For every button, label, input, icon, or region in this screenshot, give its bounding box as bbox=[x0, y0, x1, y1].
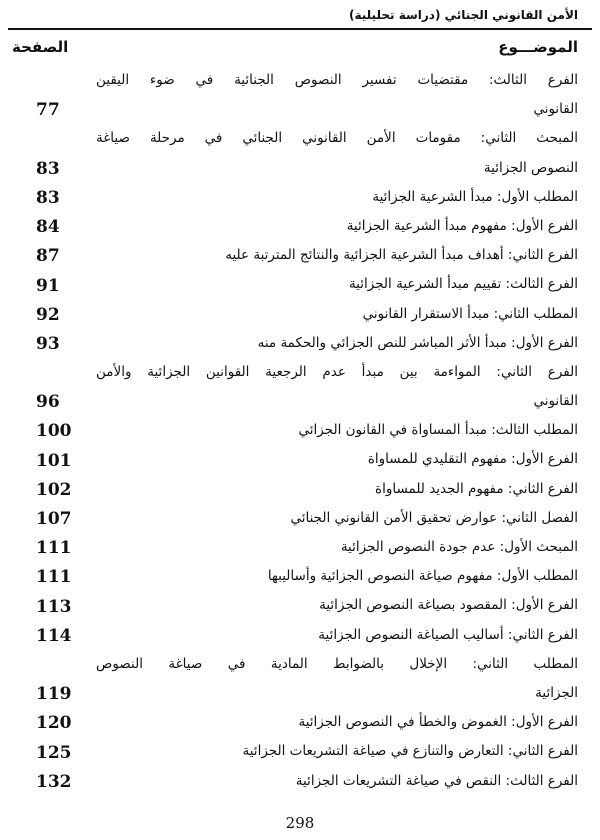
toc-entry bbox=[0, 270, 600, 299]
toc-entry bbox=[0, 475, 600, 504]
toc-entry-title-line: المبحث الثاني: مقومات الأمن القانوني الجنائي في مرحلة صياغة bbox=[96, 130, 578, 147]
toc-entry-title-line: الفرع الثاني: مفهوم الجديد للمساواة bbox=[375, 480, 578, 497]
toc-entry-page: 111 bbox=[36, 538, 72, 559]
toc-entry bbox=[0, 767, 600, 796]
toc-entry-page: 92 bbox=[36, 304, 60, 325]
table-of-contents bbox=[0, 66, 600, 796]
toc-entry-title-line: الفرع الثالث: مقتضيات تفسير النصوص الجنائية في ضوء اليقين bbox=[96, 72, 578, 88]
page-column-header: الصفحة bbox=[12, 38, 69, 56]
toc-entry-page: 120 bbox=[36, 713, 72, 734]
toc-entry bbox=[0, 533, 600, 562]
toc-entry bbox=[0, 241, 600, 270]
toc-entry bbox=[0, 504, 600, 533]
toc-entry-title-line: الفرع الثالث: تقييم مبدأ الشرعية الجزائية bbox=[348, 276, 578, 293]
header-rule bbox=[8, 28, 592, 30]
toc-entry-title-line: المطلب الأول: مفهوم صياغة النصوص الجزائية وأساليبها bbox=[267, 568, 578, 585]
toc-entry-page: 100 bbox=[36, 421, 72, 442]
toc-entry bbox=[0, 737, 600, 766]
toc-entry bbox=[0, 183, 600, 212]
toc-entry bbox=[0, 124, 600, 182]
toc-entry-title-line: الفرع الأول: مفهوم مبدأ الشرعية الجزائية bbox=[346, 217, 578, 234]
toc-entry-page: 132 bbox=[36, 771, 72, 792]
toc-entry-title-line: الجزائية bbox=[535, 684, 578, 701]
toc-entry-title-line: القانوني bbox=[533, 101, 578, 118]
toc-entry bbox=[0, 416, 600, 445]
toc-entry-page: 96 bbox=[36, 392, 60, 413]
toc-entry bbox=[0, 329, 600, 358]
toc-entry-page: 93 bbox=[36, 333, 60, 354]
toc-entry-page: 114 bbox=[36, 625, 72, 646]
toc-entry bbox=[0, 591, 600, 620]
toc-entry-page: 91 bbox=[36, 275, 60, 296]
toc-entry-title-line: النصوص الجزائية bbox=[483, 159, 578, 176]
toc-entry-title-line: الفرع الأول: المقصود بصياغة النصوص الجزائية bbox=[319, 597, 578, 614]
toc-entry-title-line: الفرع الثالث: النقص في صياغة التشريعات الجزائية bbox=[295, 772, 578, 789]
toc-entry-title-line: الفرع الأول: الغموض والخطأ في النصوص الجزائية bbox=[298, 714, 578, 731]
toc-entry-title-line: المطلب الثاني: مبدأ الاستقرار القانوني bbox=[362, 305, 578, 322]
toc-entry-page: 111 bbox=[36, 567, 72, 588]
toc-entry-title-line: المطلب الثالث: مبدأ المساواة في القانون الجزائي bbox=[298, 422, 578, 439]
toc-entry-page: 83 bbox=[36, 187, 60, 208]
toc-entry-page: 101 bbox=[36, 450, 72, 471]
toc-entry-page: 125 bbox=[36, 742, 72, 763]
toc-entry-page: 83 bbox=[36, 158, 60, 179]
toc-entry-title-line: الفرع الثاني: أهداف مبدأ الشرعية الجزائية والنتائج المترتبة عليه bbox=[225, 247, 578, 264]
toc-entry-page: 113 bbox=[36, 596, 72, 617]
toc-entry-page: 102 bbox=[36, 479, 72, 500]
toc-entry-title-line: الفرع الثاني: أساليب الصياغة النصوص الجزائية bbox=[318, 626, 578, 643]
running-title: الأمن القانوني الجنائي (دراسة تحليلية) bbox=[349, 8, 578, 22]
page-number: 298 bbox=[285, 814, 315, 832]
toc-entry bbox=[0, 300, 600, 329]
toc-entry-title-line: الفرع الأول: مفهوم التقليدي للمساواة bbox=[367, 451, 578, 468]
toc-entry-title-line: الفرع الأول: مبدأ الأثر المباشر للنص الجزائي والحكمة منه bbox=[257, 334, 578, 351]
toc-entry-page: 107 bbox=[36, 509, 72, 529]
toc-entry-title-line: الفصل الثاني: عوارض تحقيق الأمن القانوني الجنائي bbox=[290, 509, 578, 526]
toc-entry-title-line: الفرع الثاني: المواءمة بين مبدأ عدم الرجعية القوانين الجزائية والأمن bbox=[96, 363, 578, 380]
toc-entry-title-line: الفرع الثاني: التعارض والتنازع في صياغة التشريعات الجزائية bbox=[242, 743, 578, 760]
toc-entry-title-line: المبحث الأول: عدم جودة النصوص الجزائية bbox=[340, 539, 578, 555]
toc-entry bbox=[0, 708, 600, 737]
toc-entry bbox=[0, 650, 600, 708]
toc-entry bbox=[0, 358, 600, 416]
toc-entry-page: 119 bbox=[36, 684, 72, 705]
toc-entry-page: 77 bbox=[36, 100, 60, 121]
topic-column-header: الموضـــوع bbox=[498, 38, 578, 56]
toc-entry-page: 87 bbox=[36, 246, 60, 267]
toc-entry-page: 84 bbox=[36, 217, 60, 238]
toc-entry-title-line: القانوني bbox=[533, 393, 578, 410]
toc-entry bbox=[0, 562, 600, 591]
toc-entry bbox=[0, 212, 600, 241]
toc-entry bbox=[0, 621, 600, 650]
toc-entry bbox=[0, 66, 600, 124]
toc-entry bbox=[0, 445, 600, 474]
toc-entry-title-line: المطلب الثاني: الإخلال بالضوابط المادية في صياغة النصوص bbox=[96, 655, 578, 672]
toc-entry-title-line: المطلب الأول: مبدأ الشرعية الجزائية bbox=[372, 188, 578, 205]
